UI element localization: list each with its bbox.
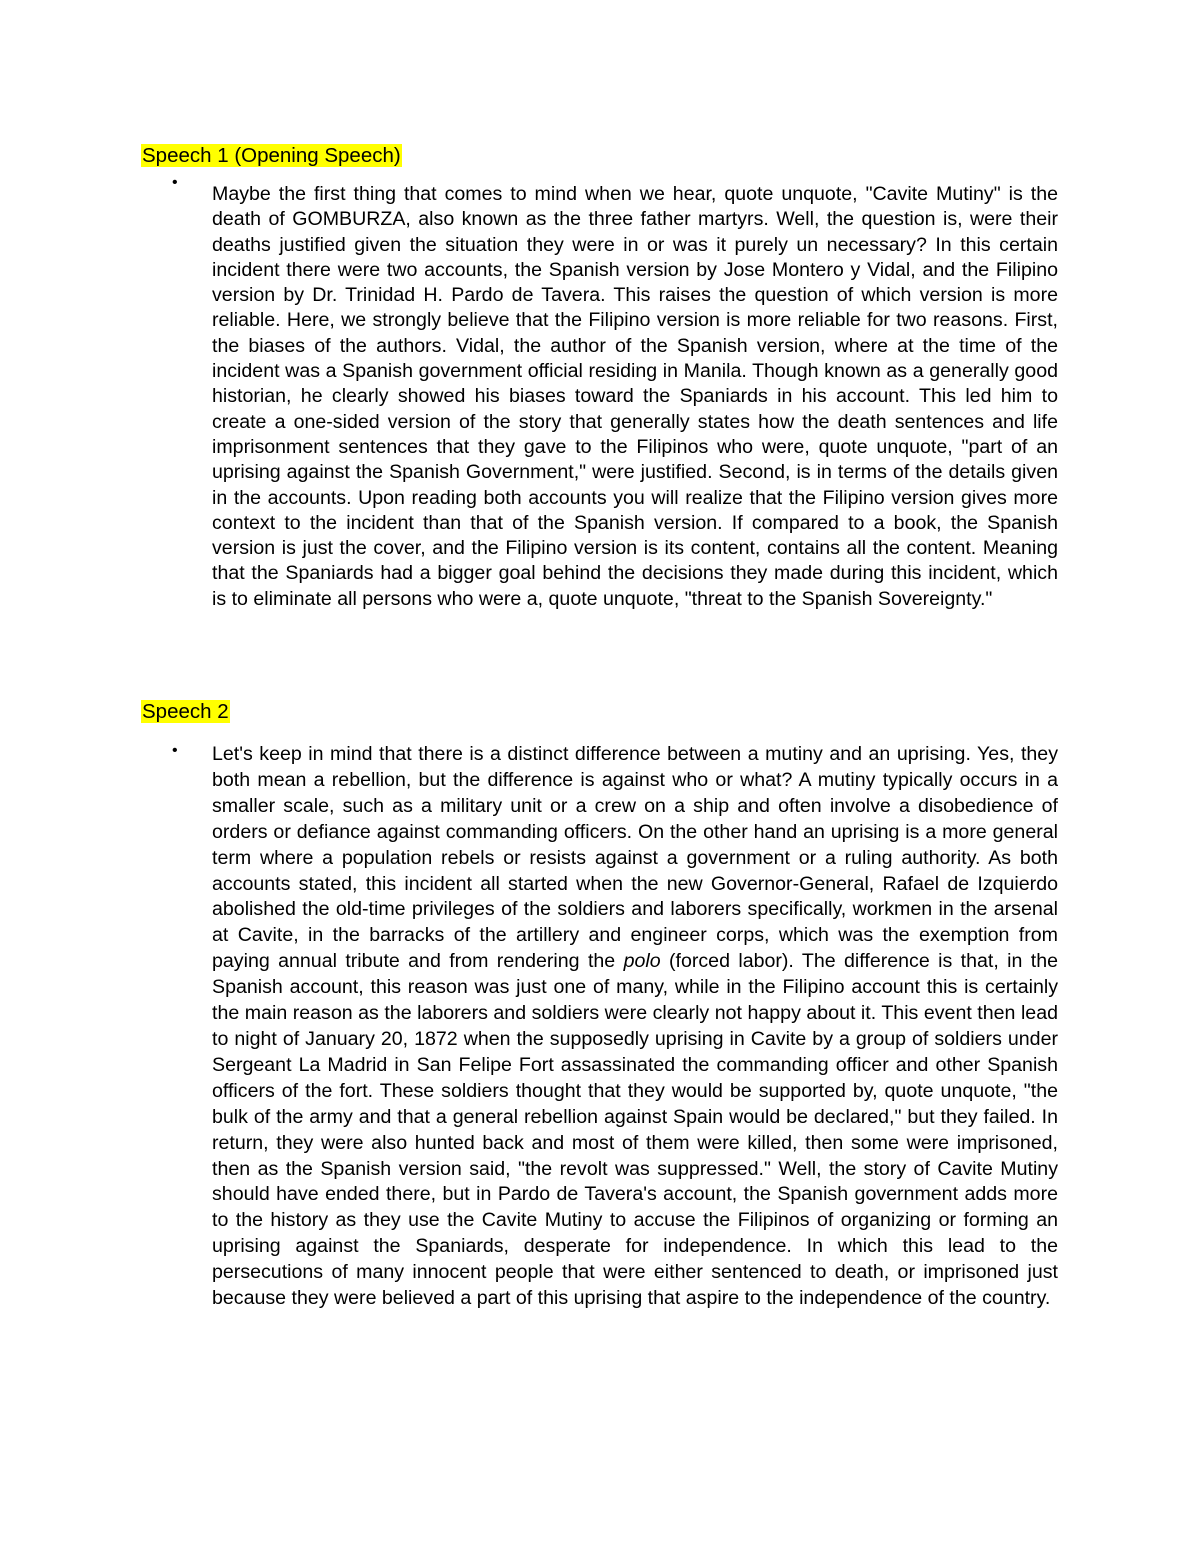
bullet-icon: •: [172, 742, 178, 759]
speech-1-paragraph: Maybe the first thing that comes to mind when we hear, quote unquote, "Cavite Mutiny" is the death of GOMBURZA, also known as the three father martyrs. Well, the question is, were their deaths justified given the situation they were in or was it purely un necessary? In this certain incident there were two accounts, the Spanish version by Jose Montero y Vidal, and the Filipino version by Dr. Trinidad H. Pardo de Tavera. This raises the question of which version is more reliable. Here, we strongly believe that the Filipino version is more reliable for two reasons. First, the biases of the authors. Vidal, the author of the Spanish version, where at the time of the incident was a Spanish government official residing in Manila. Though known as a generally good historian, he clearly showed his biases toward the Spaniards in his account. This led him to create a one-sided version of the story that generally states how the death sentences and life imprisonment sentences that they gave to the Filipinos who were, quote unquote, "part of an uprising against the Spanish Government," were justified. Second, is in terms of the details given in the accounts. Upon reading both accounts you will realize that the Filipino version gives more context to the incident than that of the Spanish version. If compared to a book, the Spanish version is just the cover, and the Filipino version is its content, contains all the content. Meaning that the Spaniards had a bigger goal behind the decisions they made during this incident, which is to eliminate all persons who were a, quote unquote, "threat to the Spanish Sovereignty.": [212, 183, 1058, 610]
speech-2-heading-highlight: Speech 2: [142, 700, 229, 723]
speech-1-heading-highlight: Speech 1 (Opening Speech): [142, 144, 401, 167]
speech-2-paragraph-italic-term: polo: [623, 950, 661, 973]
speech-2-heading: [141, 699, 230, 725]
speech-1-heading: [141, 143, 402, 169]
speech-2-paragraph-part-1: Let's keep in mind that there is a distinct difference between a mutiny and an uprising. Yes, they both mean a rebellion, but the difference is against who or what? A mutiny typically occurs in a smaller scale, such as a military unit or a crew on a ship and often involve a disobedience of orders or defiance against commanding officers. On the other hand an uprising is a more general term where a population rebels or resists against a government or a ruling authority. As both accounts stated, this incident all started when the new Governor-General, Rafael de Izquierdo abolished the old-time privileges of the soldiers and laborers specifically, workmen in the arsenal at Cavite, in the barracks of the artillery and engineer corps, which was the exemption from paying annual tribute and from rendering the: [212, 743, 1058, 973]
speech-2-paragraph-part-2: (forced labor). The difference is that, in the Spanish account, this reason was just one of many, while in the Filipino account this is certainly the main reason as the laborers and soldiers were clearly not happy about it. This event then lead to night of January 20, 1872 when the supposedly uprising in Cavite by a group of soldiers under Sergeant La Madrid in San Felipe Fort assassinated the commanding officer and other Spanish officers of the fort. These soldiers thought that they would be supported by, quote unquote, "the bulk of the army and that a general rebellion against Spain would be declared," but they failed. In return, they were also hunted back and most of them were killed, then some were imprisoned, then as the Spanish version said, "the revolt was suppressed." Well, the story of Cavite Mutiny should have ended there, but in Pardo de Tavera's account, the Spanish government adds more to the history as they use the Cavite Mutiny to accuse the Filipinos of organizing or forming an uprising against the Spaniards, desperate for independence. In which this lead to the persecutions of many innocent people that were either sentenced to death, or imprisoned just because they were believed a part of this uprising that aspire to the independence of the country.: [212, 950, 1058, 1310]
speech-2-paragraph: [212, 742, 1058, 1312]
bullet-icon: •: [172, 174, 178, 191]
